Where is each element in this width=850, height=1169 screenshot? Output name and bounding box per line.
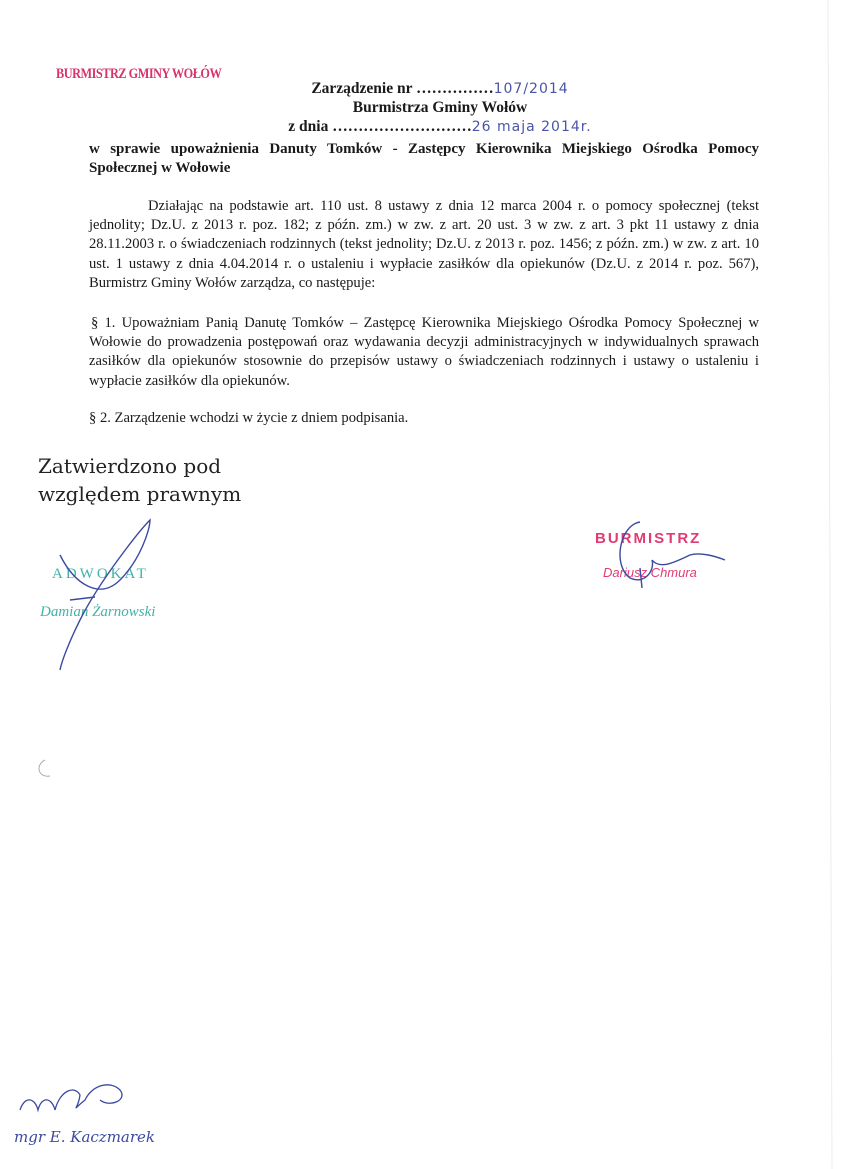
ordinance-number-handwritten: 107/2014: [493, 81, 569, 97]
date-handwritten: 26 maja 2014r.: [471, 119, 592, 135]
bottom-initials-text: mgr E. Kaczmarek: [14, 1128, 156, 1146]
mayor-signature: [620, 522, 725, 588]
lawyer-stamp-name: Damian Żarnowski: [40, 604, 156, 620]
scan-edge: [828, 0, 832, 1169]
paragraph-1: § 1. Upoważniam Panią Danutę Tomków – Zastępcę Kierownika Miejskiego Ośrodka Pomocy Społecznej w Wołowie do prowadzenia postępowań oraz wydawania decyzji administracyjnych w indywidualnych sprawach zasiłków dla opiekunów stosownie do przepisów ustawy o świadczeniach rodzinnych i ustawy o ustaleniu i wypłacie zasiłków dla opiekunów.: [89, 315, 759, 389]
bottom-initials-signature: [20, 1085, 122, 1110]
ordinance-number-dots: ……………: [416, 80, 494, 97]
approval-line-1: Zatwierdzono pod: [38, 454, 222, 478]
date-dots: ………………………: [332, 118, 472, 135]
ordinance-number-label: Zarządzenie nr: [311, 80, 417, 97]
approval-line-2: względem prawnym: [38, 482, 242, 506]
ordinance-subject: w sprawie upoważnienia Danuty Tomków - Zastępcy Kierownika Miejskiego Ośrodka Pomocy Społecznej w Wołowie: [89, 141, 759, 176]
mayor-office-stamp: BURMISTRZ GMINY WOŁÓW: [56, 66, 222, 82]
scan-mark: [39, 760, 50, 776]
ordinance-issuer: Burmistrza Gminy Wołów: [352, 99, 528, 116]
lawyer-signature: [60, 520, 150, 670]
preamble: Działając na podstawie art. 110 ust. 8 ustawy z dnia 12 marca 2004 r. o pomocy społecznej (tekst jednolity; Dz.U. z 2013 r. poz. 182; z późn. zm.) w zw. z art. 20 ust. 3 w zw. z art. 3 pkt 11 ustawy z dnia 28.11.2003 r. o świadczeniach rodzinnych (tekst jednolity; Dz.U. z 2013 r. poz. 1456; z późn. zm.) w zw. z art. 10 ust. 1 ustawy z dnia 4.04.2014 r. o ustaleniu i wypłacie zasiłków dla opiekunów (Dz.U. z 2014 r. poz. 567), Burmistrz Gminy Wołów zarządza, co następuje:: [89, 198, 759, 291]
mayor-stamp-name: Dariusz Chmura: [603, 565, 697, 580]
lawyer-stamp-title: ADWOKAT: [52, 566, 149, 582]
mayor-stamp-title: BURMISTRZ: [595, 530, 702, 547]
date-label: z dnia: [288, 118, 333, 135]
paragraph-2: § 2. Zarządzenie wchodzi w życie z dniem podpisania.: [89, 410, 409, 426]
